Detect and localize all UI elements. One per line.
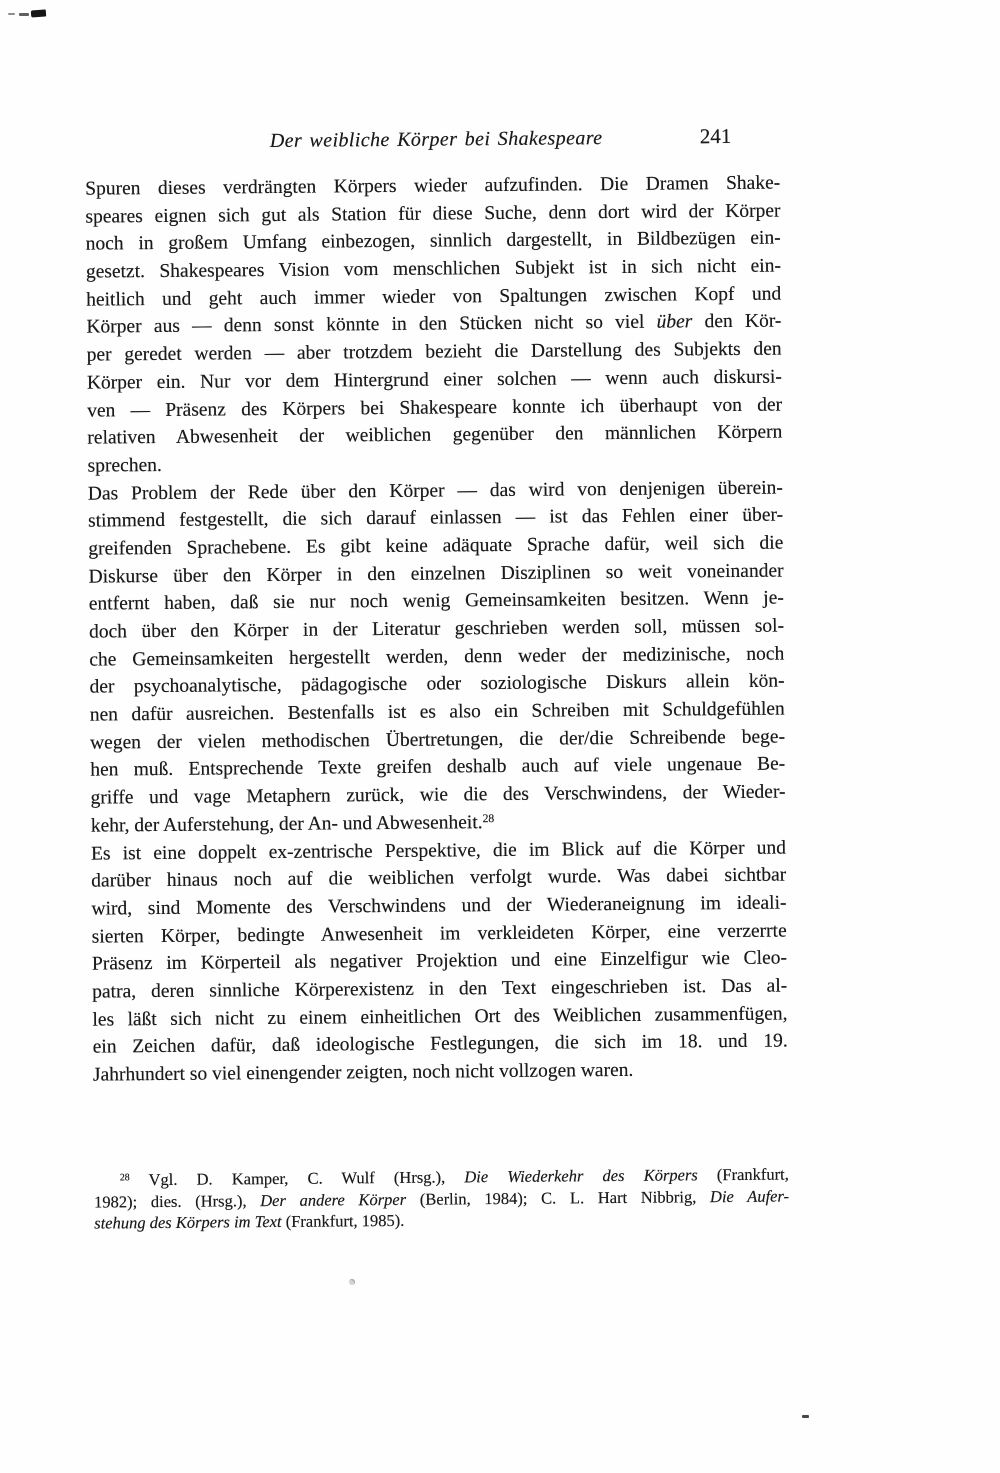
text-line xyxy=(93,1056,788,1090)
text-segment: Körper aus — denn sonst könnte in den Stücken nicht so viel xyxy=(86,312,657,339)
footnote-text xyxy=(94,1163,790,1234)
text-segment: kehr, der Auferstehung, der An- und Abwesenheit. xyxy=(90,811,483,837)
text-segment: speares eignen sich gut als Station für diese Suche, denn dort wird der Körper xyxy=(85,200,781,228)
text-segment: der psychoanalytische, pädagogische oder soziologische Diskurs allein kön- xyxy=(89,670,785,698)
text-segment: 1982); dies. (Hrsg.), xyxy=(93,1190,261,1212)
paragraph-1 xyxy=(85,170,783,481)
text-segment: patra, deren sinnliche Körperexistenz in den Text eingeschrieben ist. Das al- xyxy=(92,975,788,1003)
text-segment: (Frankfurt, xyxy=(697,1164,789,1185)
text-segment: doch über den Körper in der Literatur geschrieben werden soll, müssen sol- xyxy=(88,615,785,643)
text-segment: greifenden Sprachebene. Es gibt keine adäquate Sprache dafür, weil sich die xyxy=(88,532,784,560)
text-segment: (Frankfurt, 1985). xyxy=(281,1211,405,1232)
running-head: Der weibliche Körper bei Shakespeare xyxy=(269,127,603,152)
text-line xyxy=(94,1207,789,1235)
text-segment: Jahrhundert so viel einengender zeigten, noch nicht vollzogen waren. xyxy=(92,1059,634,1086)
text-segment: Körper ein. Nur vor dem Hintergrund einer solchen — wenn auch diskursi- xyxy=(86,366,782,394)
text-segment: entfernt haben, daß sie nur noch wenig Gemeinsamkeiten besitzen. Wenn je- xyxy=(88,587,784,615)
text-segment: heitlich und geht auch immer wieder von Spaltungen zwischen Kopf und xyxy=(86,283,782,311)
paragraph-3 xyxy=(91,834,788,1089)
text-segment: Der andere Körper xyxy=(260,1189,407,1210)
text-segment: stimmend festgestellt, die sich darauf einlassen — ist das Fehlen einer über- xyxy=(88,504,784,532)
text-segment: wegen der vielen methodischen Übertretungen, die der/die Schreibende bege- xyxy=(89,726,786,754)
text-segment: per geredet werden — aber trotzdem bezieht die Darstellung des Subjekts den xyxy=(86,338,782,366)
text-segment: (Berlin, 1984); C. L. Hart Nibbrig, xyxy=(406,1186,711,1209)
text-segment: les läßt sich nicht zu einem einheitlichen Ort des Weiblichen zusammenfügen, xyxy=(92,1003,788,1031)
footnote-marker: 28 xyxy=(119,1172,130,1184)
text-segment: Präsenz im Körperteil als negativer Projektion und eine Einzelfigur wie Cleo- xyxy=(91,947,788,975)
text-segment: ein Zeichen dafür, daß ideologische Festlegungen, die sich im 18. und 19. xyxy=(92,1030,788,1058)
text-segment: Die Aufer- xyxy=(709,1186,790,1206)
text-segment: sprechen. xyxy=(87,454,162,477)
text-segment: Es ist eine doppelt ex-zentrische Perspektive, die im Blick auf die Körper und xyxy=(90,837,787,865)
text-segment: Vgl. D. Kamper, C. Wulf (Hrsg.), xyxy=(129,1167,465,1190)
text-segment: nen dafür ausreichen. Bestenfalls ist es also ein Schreiben mit Schuldgefühlen xyxy=(89,698,785,726)
text-segment: ven — Präsenz des Körpers bei Shakespeare konnte ich überhaupt von der xyxy=(87,394,783,422)
text-segment: den Kör- xyxy=(692,310,782,333)
text-segment: sierten Körper, bedingte Anwesenheit im verkleideten Körper, eine verzerrte xyxy=(91,920,787,948)
text-segment: Diskurse über den Körper in den einzelnen Disziplinen so weit voneinander xyxy=(88,560,784,588)
text-segment: noch in großem Umfang einbezogen, sinnlich dargestellt, in Bildbezügen ein- xyxy=(85,227,781,255)
body-text xyxy=(85,170,788,1090)
text-segment: gesetzt. Shakespeares Vision vom menschlichen Subjekt ist in sich nicht ein- xyxy=(85,255,782,283)
text-segment: Spuren dieses verdrängten Körpers wieder aufzufinden. Die Dramen Shake- xyxy=(85,172,781,200)
footnote-marker: 28 xyxy=(482,812,495,826)
text-segment: wird, sind Momente des Verschwindens und der Wiederaneignung im ideali- xyxy=(91,892,787,920)
text-segment: stehung des Körpers im Text xyxy=(94,1212,282,1233)
text-segment: che Gemeinsamkeiten hergestellt werden, denn weder der medizinische, noch xyxy=(89,643,785,671)
text-segment: hen muß. Entsprechende Texte greifen deshalb auch auf viele ungenaue Be- xyxy=(90,753,786,782)
text-segment: über xyxy=(656,311,693,334)
text-segment: Die Wiederkehr des Körpers xyxy=(464,1165,698,1187)
text-segment: Das Problem der Rede über den Körper — das wird von denjenigen überein- xyxy=(87,477,783,505)
text-segment: relativen Abwesenheit der weiblichen gegenüber den männlichen Körpern xyxy=(87,421,783,449)
footnote xyxy=(94,1163,790,1234)
page-number: 241 xyxy=(699,123,732,149)
text-segment: griffe und vage Metaphern zurück, wie die des Verschwindens, der Wieder- xyxy=(90,781,786,809)
paragraph-2 xyxy=(88,474,786,840)
text-segment: darüber hinaus noch auf die weiblichen verfolgt wurde. Was dabei sichtbar xyxy=(91,864,787,892)
